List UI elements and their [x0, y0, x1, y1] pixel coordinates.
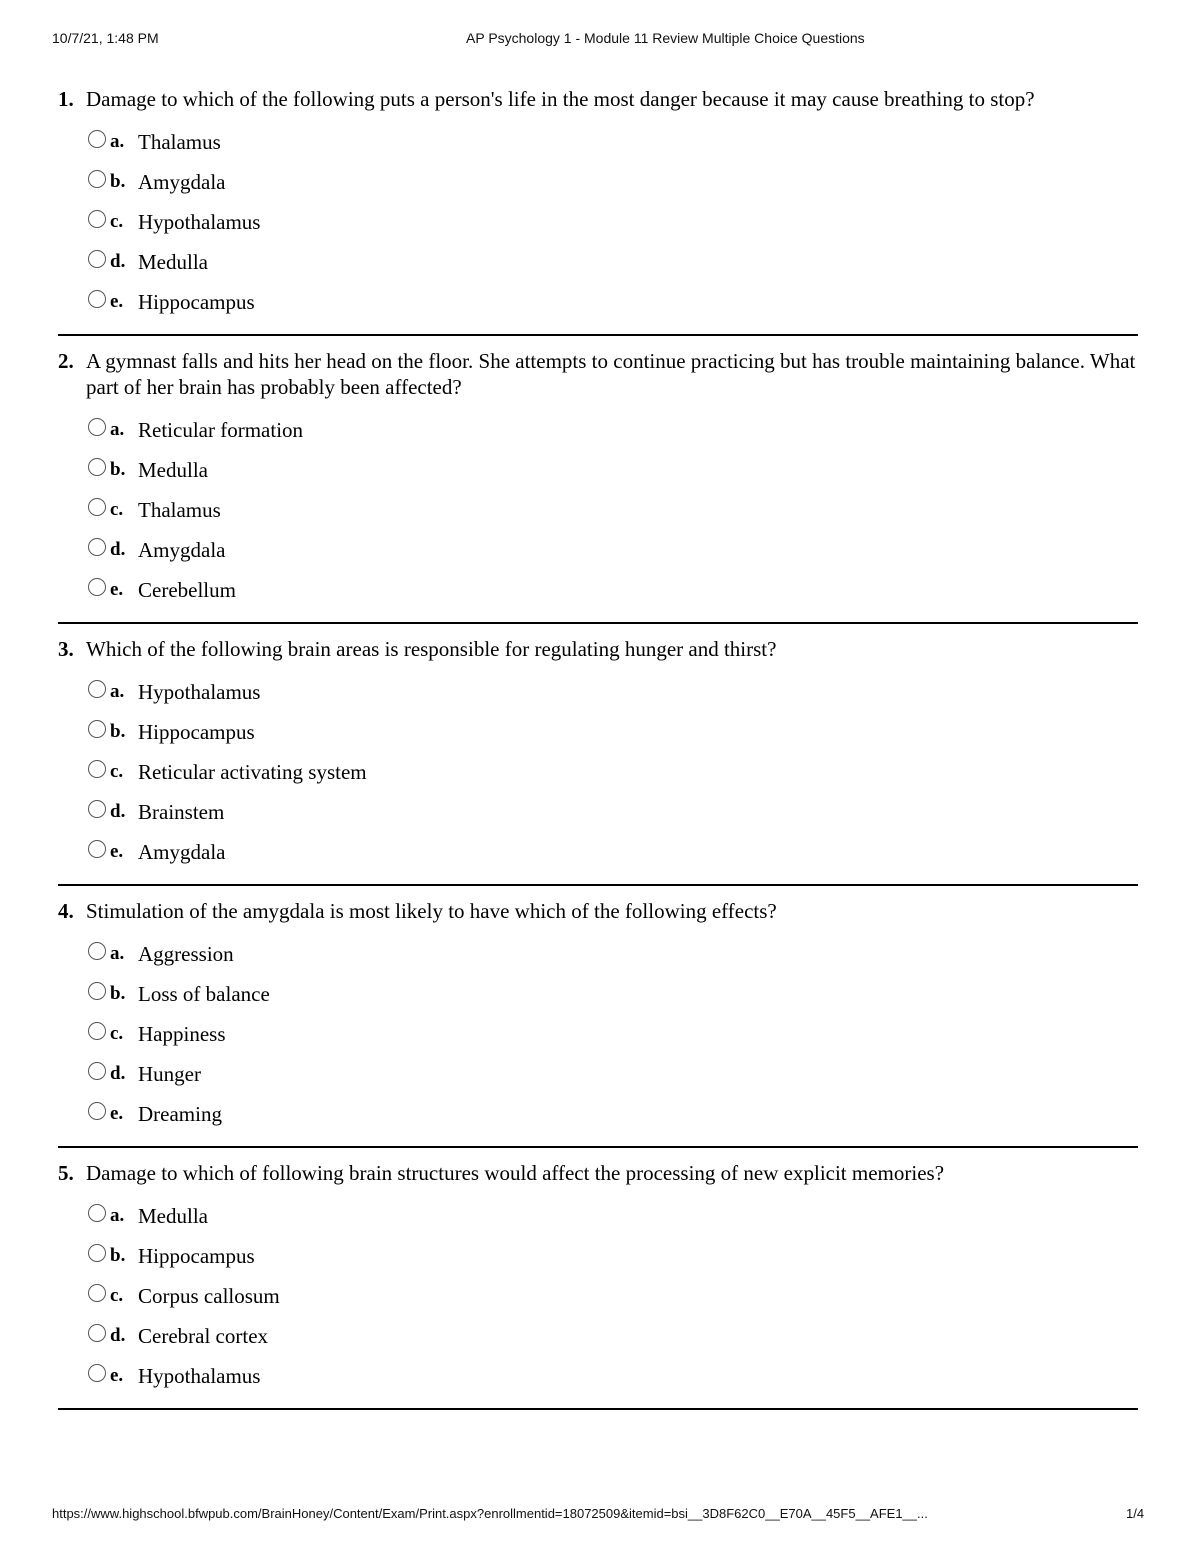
radio-button[interactable]	[88, 1364, 106, 1382]
option-letter: c.	[110, 499, 124, 520]
option-letter: e.	[110, 579, 124, 600]
radio-button[interactable]	[88, 578, 106, 596]
answer-option[interactable]	[88, 752, 1138, 792]
option-text: Reticular formation	[138, 417, 304, 442]
question-number: 5.	[58, 1161, 74, 1185]
radio-button[interactable]	[88, 982, 106, 1000]
radio-button[interactable]	[88, 1062, 106, 1080]
option-letter: a.	[110, 131, 125, 152]
answer-options	[58, 410, 1138, 610]
answer-options	[58, 672, 1138, 872]
option-text: Amygdala	[138, 537, 226, 562]
answer-option[interactable]	[88, 570, 1138, 610]
option-text: Hippocampus	[138, 719, 255, 744]
option-letter: b.	[110, 983, 126, 1004]
answer-option[interactable]	[88, 1276, 1138, 1316]
radio-button[interactable]	[88, 942, 106, 960]
radio-button[interactable]	[88, 418, 106, 436]
option-text: Hippocampus	[138, 1243, 255, 1268]
option-letter: d.	[110, 539, 126, 560]
answer-option[interactable]	[88, 1316, 1138, 1356]
question-1	[58, 86, 1138, 336]
question-number: 2.	[58, 349, 74, 373]
option-text: Aggression	[138, 941, 234, 966]
radio-button[interactable]	[88, 1022, 106, 1040]
answer-options	[58, 934, 1138, 1134]
answer-option[interactable]	[88, 162, 1138, 202]
answer-options	[58, 122, 1138, 322]
radio-button[interactable]	[88, 290, 106, 308]
option-letter: a.	[110, 681, 125, 702]
option-letter: b.	[110, 171, 126, 192]
option-text: Loss of balance	[138, 981, 270, 1006]
answer-option[interactable]	[88, 1094, 1138, 1134]
option-text: Hippocampus	[138, 289, 255, 314]
option-text: Corpus callosum	[138, 1283, 280, 1308]
option-letter: e.	[110, 841, 124, 862]
option-text: Hypothalamus	[138, 679, 261, 704]
option-letter: e.	[110, 1103, 124, 1124]
option-letter: e.	[110, 291, 124, 312]
answer-options	[58, 1196, 1138, 1396]
option-letter: c.	[110, 1285, 124, 1306]
option-text: Hypothalamus	[138, 1363, 261, 1388]
answer-option[interactable]	[88, 1236, 1138, 1276]
option-text: Hypothalamus	[138, 209, 261, 234]
page-title: AP Psychology 1 - Module 11 Review Multiple Choice Questions	[466, 30, 865, 46]
option-text: Reticular activating system	[138, 759, 367, 784]
radio-button[interactable]	[88, 680, 106, 698]
question-text: A gymnast falls and hits her head on the floor. She attempts to continue practicing but has trouble maintaining balance. What part of her brain has probably been affected?	[86, 349, 1136, 399]
option-letter: d.	[110, 801, 126, 822]
option-text: Thalamus	[138, 497, 221, 522]
answer-option[interactable]	[88, 974, 1138, 1014]
option-text: Happiness	[138, 1021, 226, 1046]
answer-option[interactable]	[88, 282, 1138, 322]
radio-button[interactable]	[88, 250, 106, 268]
option-letter: a.	[110, 1205, 125, 1226]
answer-option[interactable]	[88, 242, 1138, 282]
option-letter: b.	[110, 721, 126, 742]
question-prompt	[58, 636, 1138, 662]
answer-option[interactable]	[88, 450, 1138, 490]
answer-option[interactable]	[88, 490, 1138, 530]
option-letter: c.	[110, 1023, 124, 1044]
radio-button[interactable]	[88, 800, 106, 818]
radio-button[interactable]	[88, 1102, 106, 1120]
option-text: Hunger	[138, 1061, 201, 1086]
answer-option[interactable]	[88, 1356, 1138, 1396]
question-4	[58, 898, 1138, 1148]
option-letter: b.	[110, 459, 126, 480]
option-letter: a.	[110, 943, 125, 964]
radio-button[interactable]	[88, 538, 106, 556]
option-text: Amygdala	[138, 169, 226, 194]
question-text: Damage to which of the following puts a person's life in the most danger because it may cause breathing to stop?	[86, 87, 1035, 111]
radio-button[interactable]	[88, 210, 106, 228]
answer-option[interactable]	[88, 1196, 1138, 1236]
question-text: Stimulation of the amygdala is most likely to have which of the following effects?	[86, 899, 777, 923]
option-text: Brainstem	[138, 799, 225, 824]
question-number: 4.	[58, 899, 74, 923]
question-number: 1.	[58, 87, 74, 111]
answer-option[interactable]	[88, 712, 1138, 752]
question-prompt	[58, 86, 1138, 112]
option-text: Cerebellum	[138, 577, 236, 602]
option-text: Medulla	[138, 457, 208, 482]
option-text: Thalamus	[138, 129, 221, 154]
answer-option[interactable]	[88, 1014, 1138, 1054]
radio-button[interactable]	[88, 458, 106, 476]
option-letter: e.	[110, 1365, 124, 1386]
option-letter: d.	[110, 1325, 126, 1346]
radio-button[interactable]	[88, 170, 106, 188]
print-datetime: 10/7/21, 1:48 PM	[52, 30, 159, 46]
footer-url: https://www.highschool.bfwpub.com/BrainHoney/Content/Exam/Print.aspx?enrollmentid=18072509&itemid=bsi__3D8F62C0__E70A__45F5__AFE1__...	[52, 1506, 928, 1521]
radio-button[interactable]	[88, 1244, 106, 1262]
answer-option[interactable]	[88, 530, 1138, 570]
question-text: Which of the following brain areas is responsible for regulating hunger and thirst?	[86, 637, 777, 661]
page-number: 1/4	[1126, 1506, 1145, 1521]
radio-button[interactable]	[88, 130, 106, 148]
option-text: Amygdala	[138, 839, 226, 864]
question-prompt	[58, 898, 1138, 924]
question-text: Damage to which of following brain structures would affect the processing of new explicit memories?	[86, 1161, 945, 1185]
radio-button[interactable]	[88, 760, 106, 778]
option-text: Dreaming	[138, 1101, 222, 1126]
radio-button[interactable]	[88, 1324, 106, 1342]
question-list	[58, 86, 1138, 1422]
radio-button[interactable]	[88, 1204, 106, 1222]
question-number: 3.	[58, 637, 74, 661]
answer-option[interactable]	[88, 410, 1138, 450]
answer-option[interactable]	[88, 672, 1138, 712]
question-prompt	[58, 348, 1138, 400]
option-letter: c.	[110, 211, 124, 232]
answer-option[interactable]	[88, 832, 1138, 872]
option-text: Cerebral cortex	[138, 1323, 269, 1348]
radio-button[interactable]	[88, 498, 106, 516]
option-letter: a.	[110, 419, 125, 440]
option-text: Medulla	[138, 249, 208, 274]
answer-option[interactable]	[88, 202, 1138, 242]
question-3	[58, 636, 1138, 886]
answer-option[interactable]	[88, 934, 1138, 974]
answer-option[interactable]	[88, 792, 1138, 832]
option-letter: b.	[110, 1245, 126, 1266]
question-5	[58, 1160, 1138, 1410]
radio-button[interactable]	[88, 1284, 106, 1302]
radio-button[interactable]	[88, 840, 106, 858]
question-2	[58, 348, 1138, 624]
option-letter: d.	[110, 1063, 126, 1084]
answer-option[interactable]	[88, 122, 1138, 162]
option-text: Medulla	[138, 1203, 208, 1228]
answer-option[interactable]	[88, 1054, 1138, 1094]
option-letter: c.	[110, 761, 124, 782]
question-prompt	[58, 1160, 1138, 1186]
radio-button[interactable]	[88, 720, 106, 738]
option-letter: d.	[110, 251, 126, 272]
